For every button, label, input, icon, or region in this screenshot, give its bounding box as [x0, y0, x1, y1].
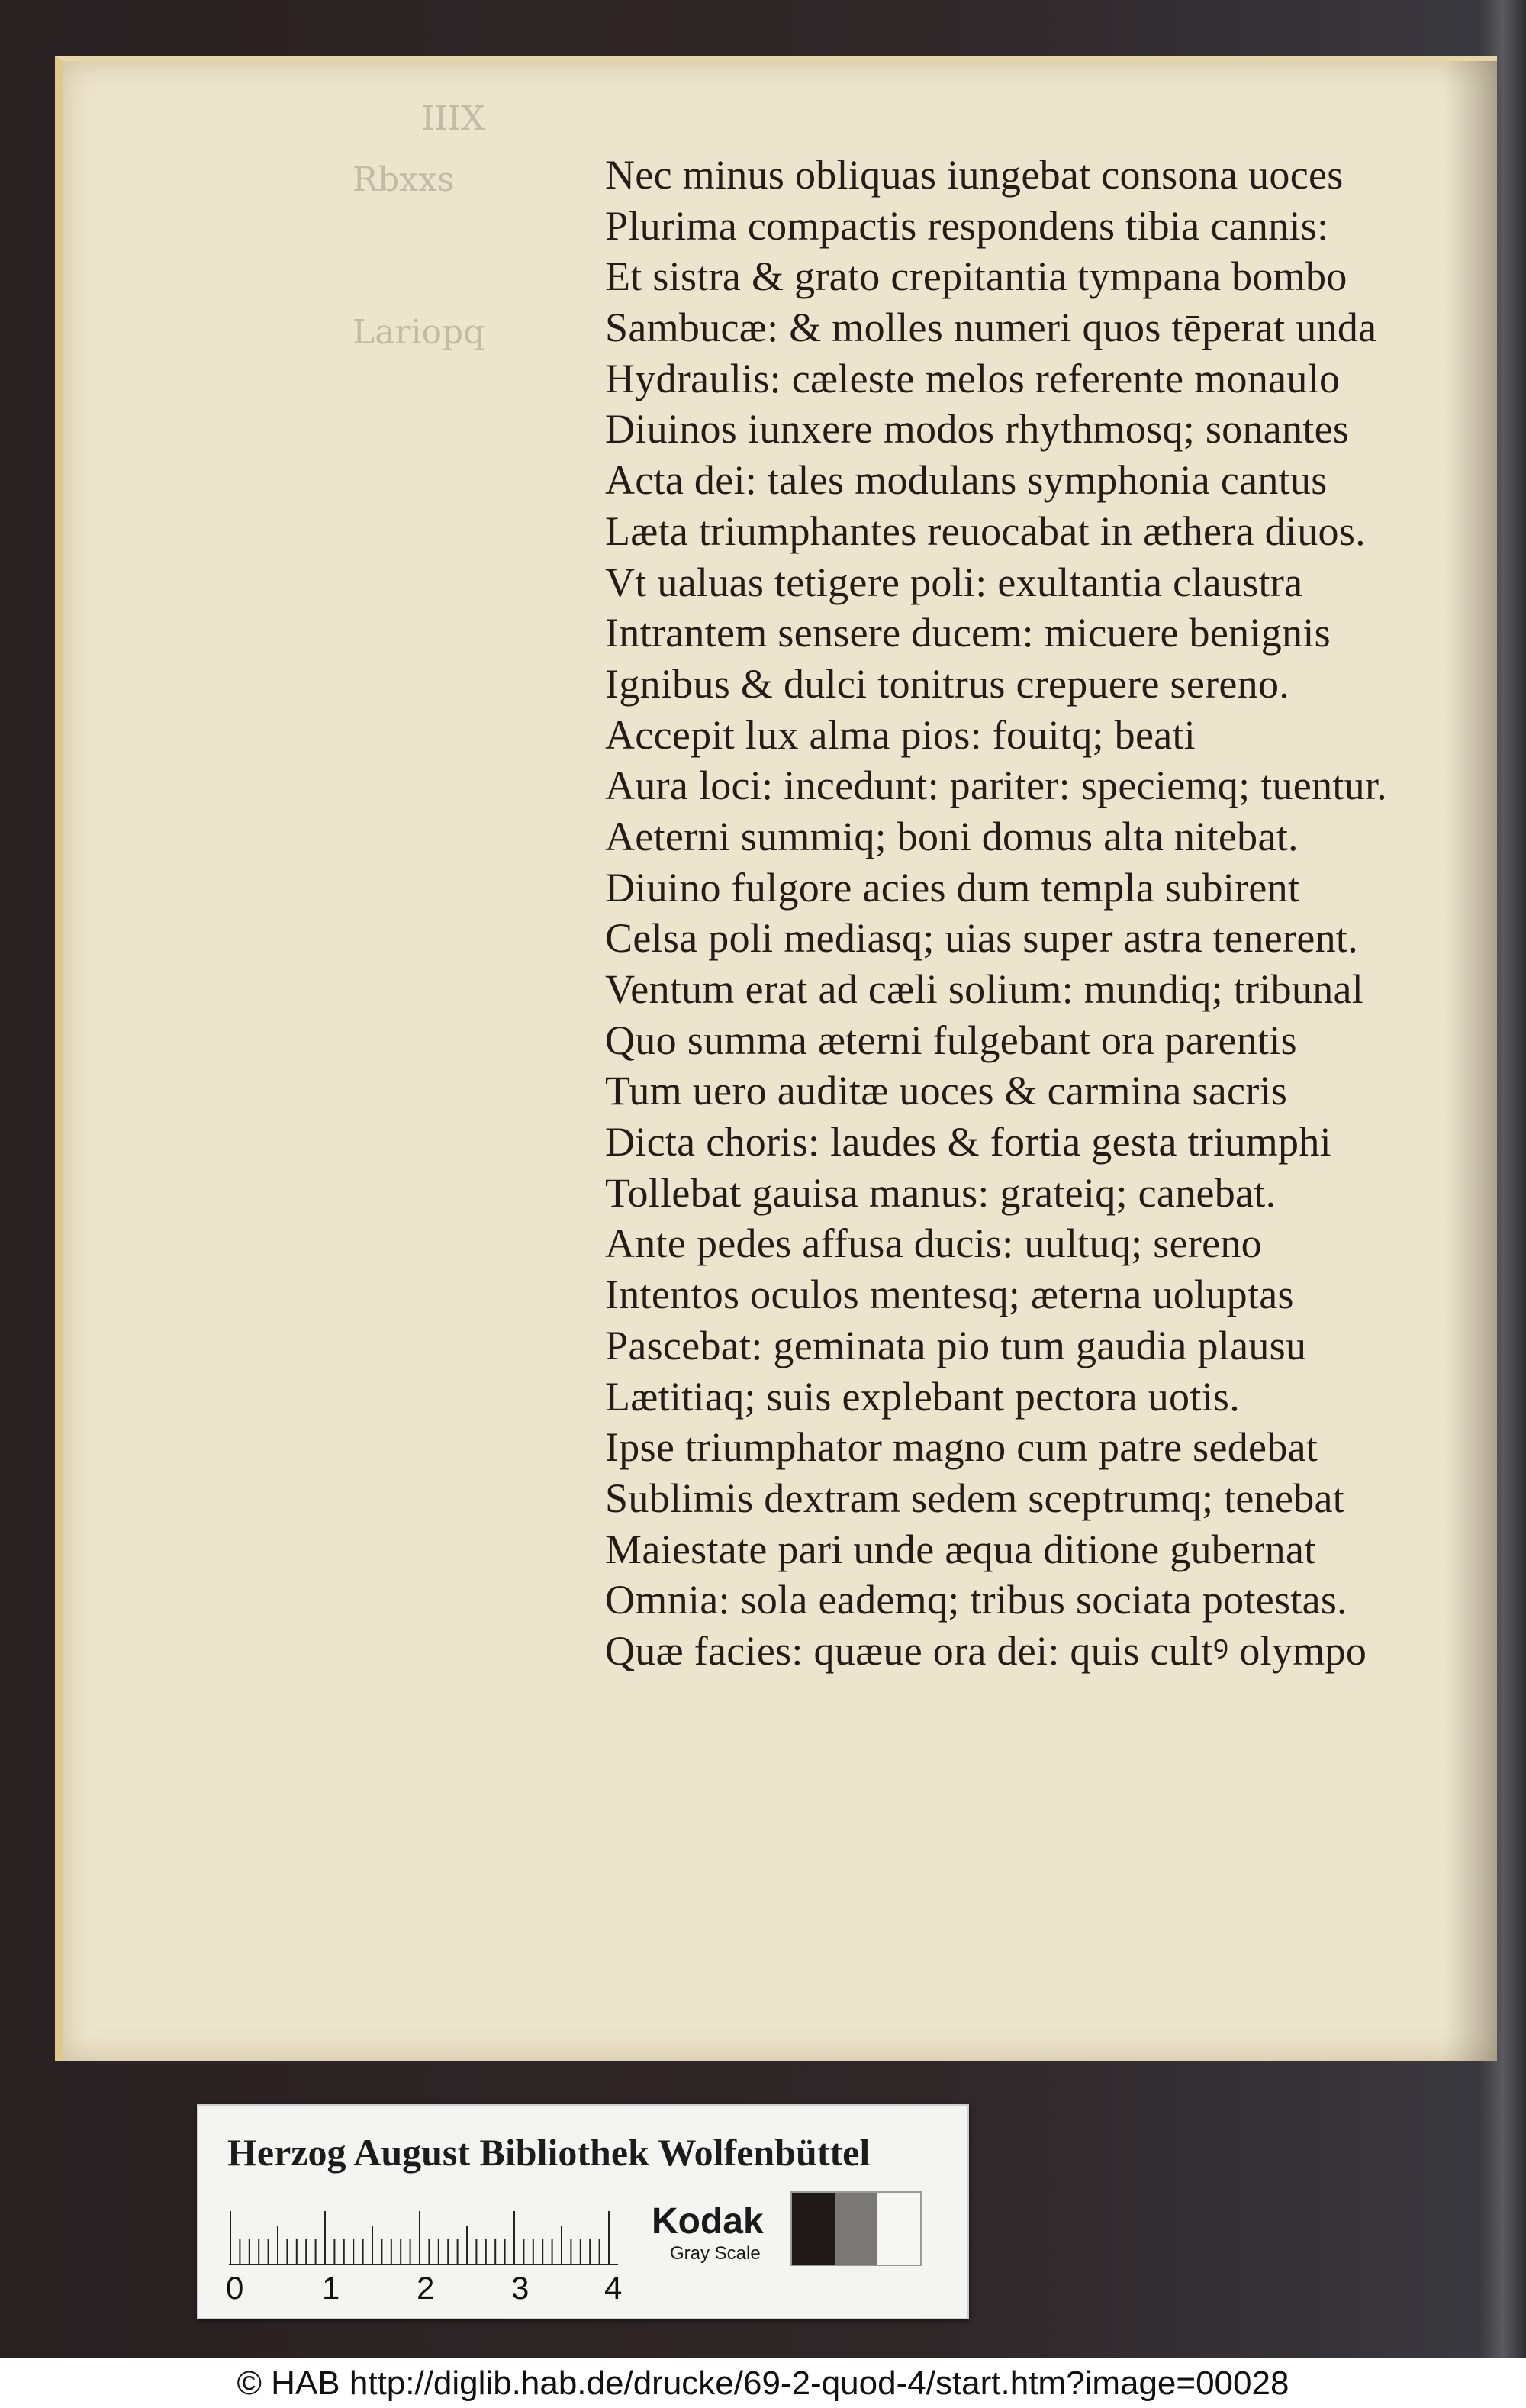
swatch-gray: [835, 2193, 877, 2265]
poem-line: Hydraulis: cæleste melos referente monaulo: [605, 355, 1341, 401]
poem-line: Omnia: sola eademq; tribus sociata potestas.: [605, 1577, 1347, 1623]
poem-line: Plurima compactis respondens tibia cannis:: [605, 202, 1329, 249]
institution-name: Herzog August Bibliothek Wolfenbüttel: [227, 2131, 871, 2174]
poem-line: Tum uero auditæ uoces & carmina sacris: [605, 1068, 1288, 1114]
poem-line: Intrantem sensere ducem: micuere benignis: [605, 610, 1331, 656]
poem-line: Nec minus obliquas iungebat consona uoces: [605, 152, 1344, 198]
ruler-number: 3: [511, 2270, 530, 2306]
ruler-number: 2: [417, 2270, 435, 2306]
show-through-ghost-text: Lariopq: [353, 313, 485, 352]
poem-line: Celsa poli mediasq; uias super astra tenerent.: [605, 915, 1359, 962]
swatch-white: [877, 2193, 920, 2265]
poem-line: Intentos oculos mentesq; æterna uoluptas: [605, 1272, 1294, 1318]
poem-line: Læta triumphantes reuocabat in æthera diuos.: [605, 508, 1366, 554]
poem-line: Lætitiaq; suis explebant pectora uotis.: [605, 1373, 1241, 1420]
show-through-ghost-text: IIIX: [421, 99, 485, 138]
ruler-ticks: [230, 2211, 609, 2265]
poem-line: Et sistra & grato crepitantia tympana bombo: [605, 253, 1347, 300]
poem-line: Dicta choris: laudes & fortia gesta triumphi: [605, 1119, 1331, 1165]
poem-line: Ante pedes affusa ducis: uultuq; sereno: [605, 1220, 1262, 1267]
poem-line: Accepit lux alma pios: fouitq; beati: [605, 711, 1196, 758]
poem-line: Ventum erat ad cæli solium: mundiq; tribunal: [605, 966, 1364, 1012]
ruler-number: 1: [322, 2270, 340, 2306]
kodak-logo: Kodak: [652, 2201, 764, 2242]
show-through-ghost-text: Rbxxs: [353, 160, 455, 199]
ruler-number: 0: [226, 2270, 244, 2306]
copyright-footer: © HAB http://diglib.hab.de/drucke/69-2-quod-4/start.htm?image=00028: [0, 2358, 1526, 2408]
poem-line: Pascebat: geminata pio tum gaudia plausu: [605, 1322, 1307, 1368]
poem-line: Tollebat gauisa manus: grateiq; canebat.: [605, 1169, 1276, 1216]
poem-line: Sublimis dextram sedem sceptrumq; tenebat: [605, 1475, 1345, 1521]
poem-line: Quæ facies: quæue ora dei: quis cultꝰ olympo: [605, 1627, 1367, 1674]
ruler-number: 4: [604, 2270, 623, 2306]
measurement-ruler: [229, 2205, 626, 2266]
poem-line: Sambucæ: & molles numeri quos tēperat unda: [605, 305, 1377, 351]
poem-line: Ignibus & dulci tonitrus crepuere sereno.: [605, 660, 1290, 707]
poem-line: Ipse triumphator magno cum patre sedebat: [605, 1424, 1318, 1471]
poem-line: Acta dei: tales modulans symphonia cantus: [605, 457, 1328, 504]
gray-scale-label: Gray Scale: [670, 2243, 761, 2264]
archive-label-card: [197, 2104, 969, 2319]
swatch-black: [792, 2193, 835, 2265]
gray-scale-swatches: [790, 2191, 922, 2266]
poem-line: Vt ualuas tetigere poli: exultantia claustra: [605, 559, 1303, 605]
poem-line: Aeterni summiq; boni domus alta nitebat.: [605, 813, 1299, 859]
poem-line: Aura loci: incedunt: pariter: speciemq; tuentur.: [605, 762, 1388, 809]
poem-line: Quo summa æterni fulgebant ora parentis: [605, 1017, 1297, 1063]
poem-line: Diuino fulgore acies dum templa subirent: [605, 864, 1300, 911]
poem-line: Maiestate pari unde æqua ditione gubernat: [605, 1526, 1316, 1572]
poem-line: Diuinos iunxere modos rhythmosq; sonantes: [605, 406, 1350, 453]
poem-text-block: [605, 150, 1444, 1677]
